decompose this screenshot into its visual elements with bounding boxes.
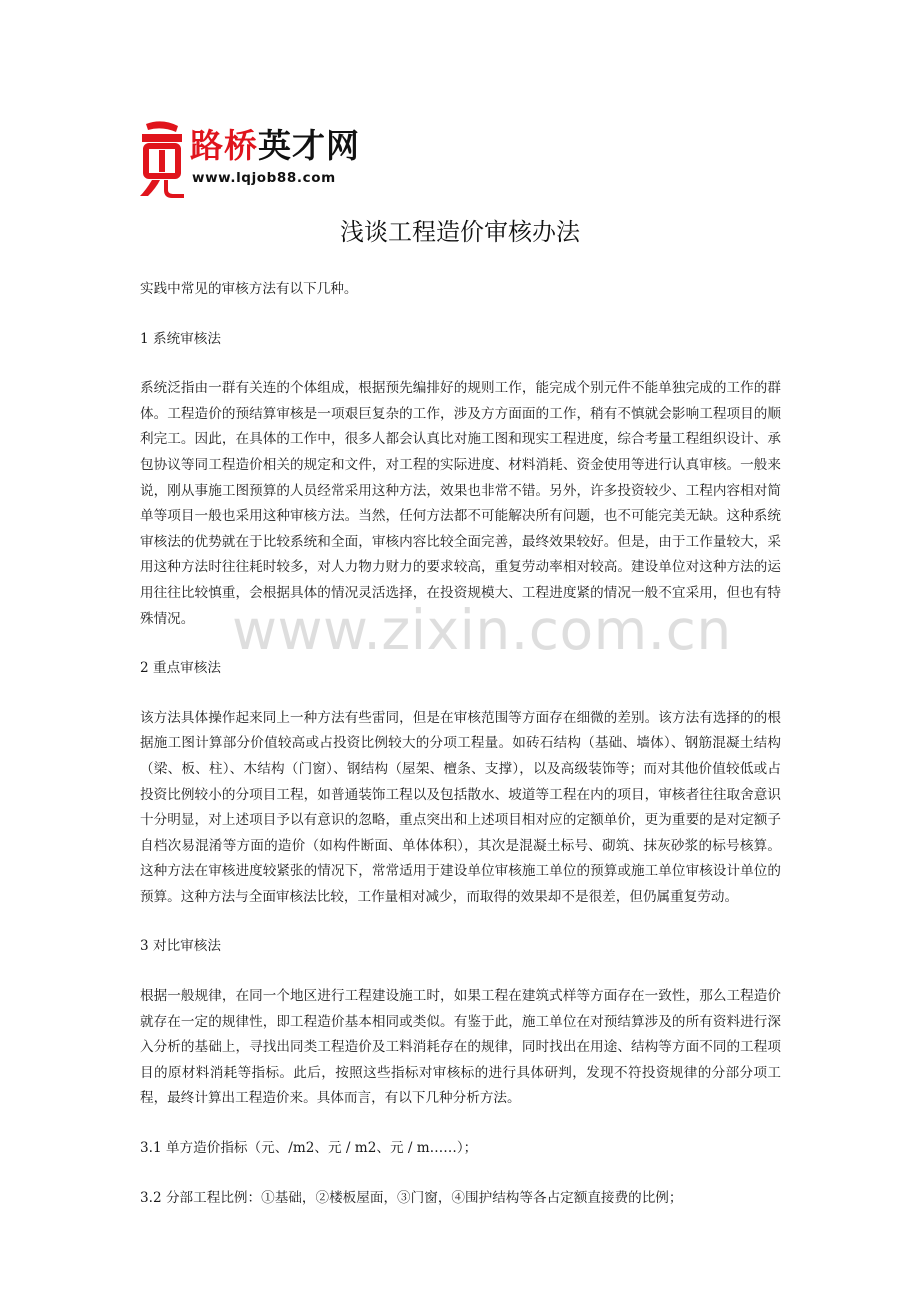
logo: [138, 120, 388, 200]
logo-url: www.lqjob88.com: [192, 170, 336, 186]
section-2-paragraph: 该方法具体操作起来同上一种方法有些雷同，但是在审核范围等方面存在细微的差别。该方法有选择的的根据施工图计算部分价值较高或占投资比例较大的分项工程量。如砖石结构（基础、墙体）、钢筋混凝土结构（梁、板、柱）、木结构（门窗）、钢结构（屋架、檀条、支撑），以及高级装饰等；而对其他价值较低或占投资比例较小的分项目工程，如普通装饰工程以及包括散水、坡道等工程在内的项目，审核者往往取舍意识十分明显，对上述项目予以有意识的忽略，重点突出和上述项目相对应的定额单价，更为重要的是对定额子自档次易混淆等方面的造价（如构件断面、单体体积），其次是混凝土标号、砌筑、抹灰砂浆的标号核算。这种方法在审核进度较紧张的情况下，常常适用于建设单位审核施工单位的预算或施工单位审核设计单位的预算。这种方法与全面审核法比较，工作量相对减少，而取得的效果却不是很差，但仍属重复劳动。: [140, 709, 781, 905]
logo-text-black: 英才网: [258, 126, 360, 165]
logo-wordmark: [190, 126, 360, 166]
logo-text-red: 路桥: [190, 126, 258, 165]
subsection-3-2: 3.2 分部工程比例：①基础，②楼板屋面，③门窗，④围护结构等各占定额直接费的比例；: [140, 1189, 683, 1206]
section-heading-2: 2 重点审核法: [140, 660, 221, 677]
section-heading-1: 1 系统审核法: [140, 330, 221, 347]
section-1-paragraph: 系统泛指由一群有关连的个体组成，根据预先编排好的规则工作，能完成个别元件不能单独完成的工作的群体。工程造价的预结算审核是一项艰巨复杂的工作，涉及方方面面的工作，稍有不慎就会影响工程项目的顺利完工。因此，在具体的工作中，很多人都会认真比对施工图和现实工程进度，综合考量工程组织设计、承包协议等同工程造价相关的规定和文件，对工程的实际进度、材料消耗、资金使用等进行认真审核。一般来说，刚从事施工图预算的人员经常采用这种方法，效果也非常不错。另外，许多投资较少、工程内容相对简单等项目一般也采用这种审核方法。当然，任何方法都不可能解决所有问题，也不可能完美无缺。这种系统审核法的优势就在于比较系统和全面，审核内容比较全面完善，最终效果较好。但是，由于工作量较大，采用这种方法时往往耗时较多，对人力物力财力的要求较高，重复劳动率相对较高。建设单位对这种方法的运用往往比较慎重，会根据具体的情况灵活选择，在投资规模大、工程进度紧的情况一般不宜采用，但也有特殊情况。: [140, 380, 781, 627]
section-3-paragraph: 根据一般规律，在同一个地区进行工程建设施工时，如果工程在建筑式样等方面存在一致性，那么工程造价就存在一定的规律性，即工程造价基本相同或类似。有鉴于此，施工单位在对预结算涉及的所有资料进行深入分析的基础上，寻找出同类工程造价及工料消耗存在的规律，同时找出在用途、结构等方面不同的工程项目的原材料消耗等指标。此后，按照这些指标对审核标的进行具体研判，发现不符投资规律的分部分项工程，最终计算出工程造价来。具体而言，有以下几种分析方法。: [140, 988, 781, 1107]
resume-logo-icon: [138, 120, 186, 198]
subsection-3-1: 3.1 单方造价指标（元、/m2、元 / m2、元 / m……）；: [140, 1140, 478, 1157]
watermark: www.zixin.com.cn: [232, 598, 732, 662]
section-heading-3: 3 对比审核法: [140, 938, 221, 955]
document-title: 浅谈工程造价审核办法: [340, 218, 580, 246]
intro-paragraph: 实践中常见的审核方法有以下几种。: [140, 281, 358, 297]
document-body: [140, 277, 781, 1211]
